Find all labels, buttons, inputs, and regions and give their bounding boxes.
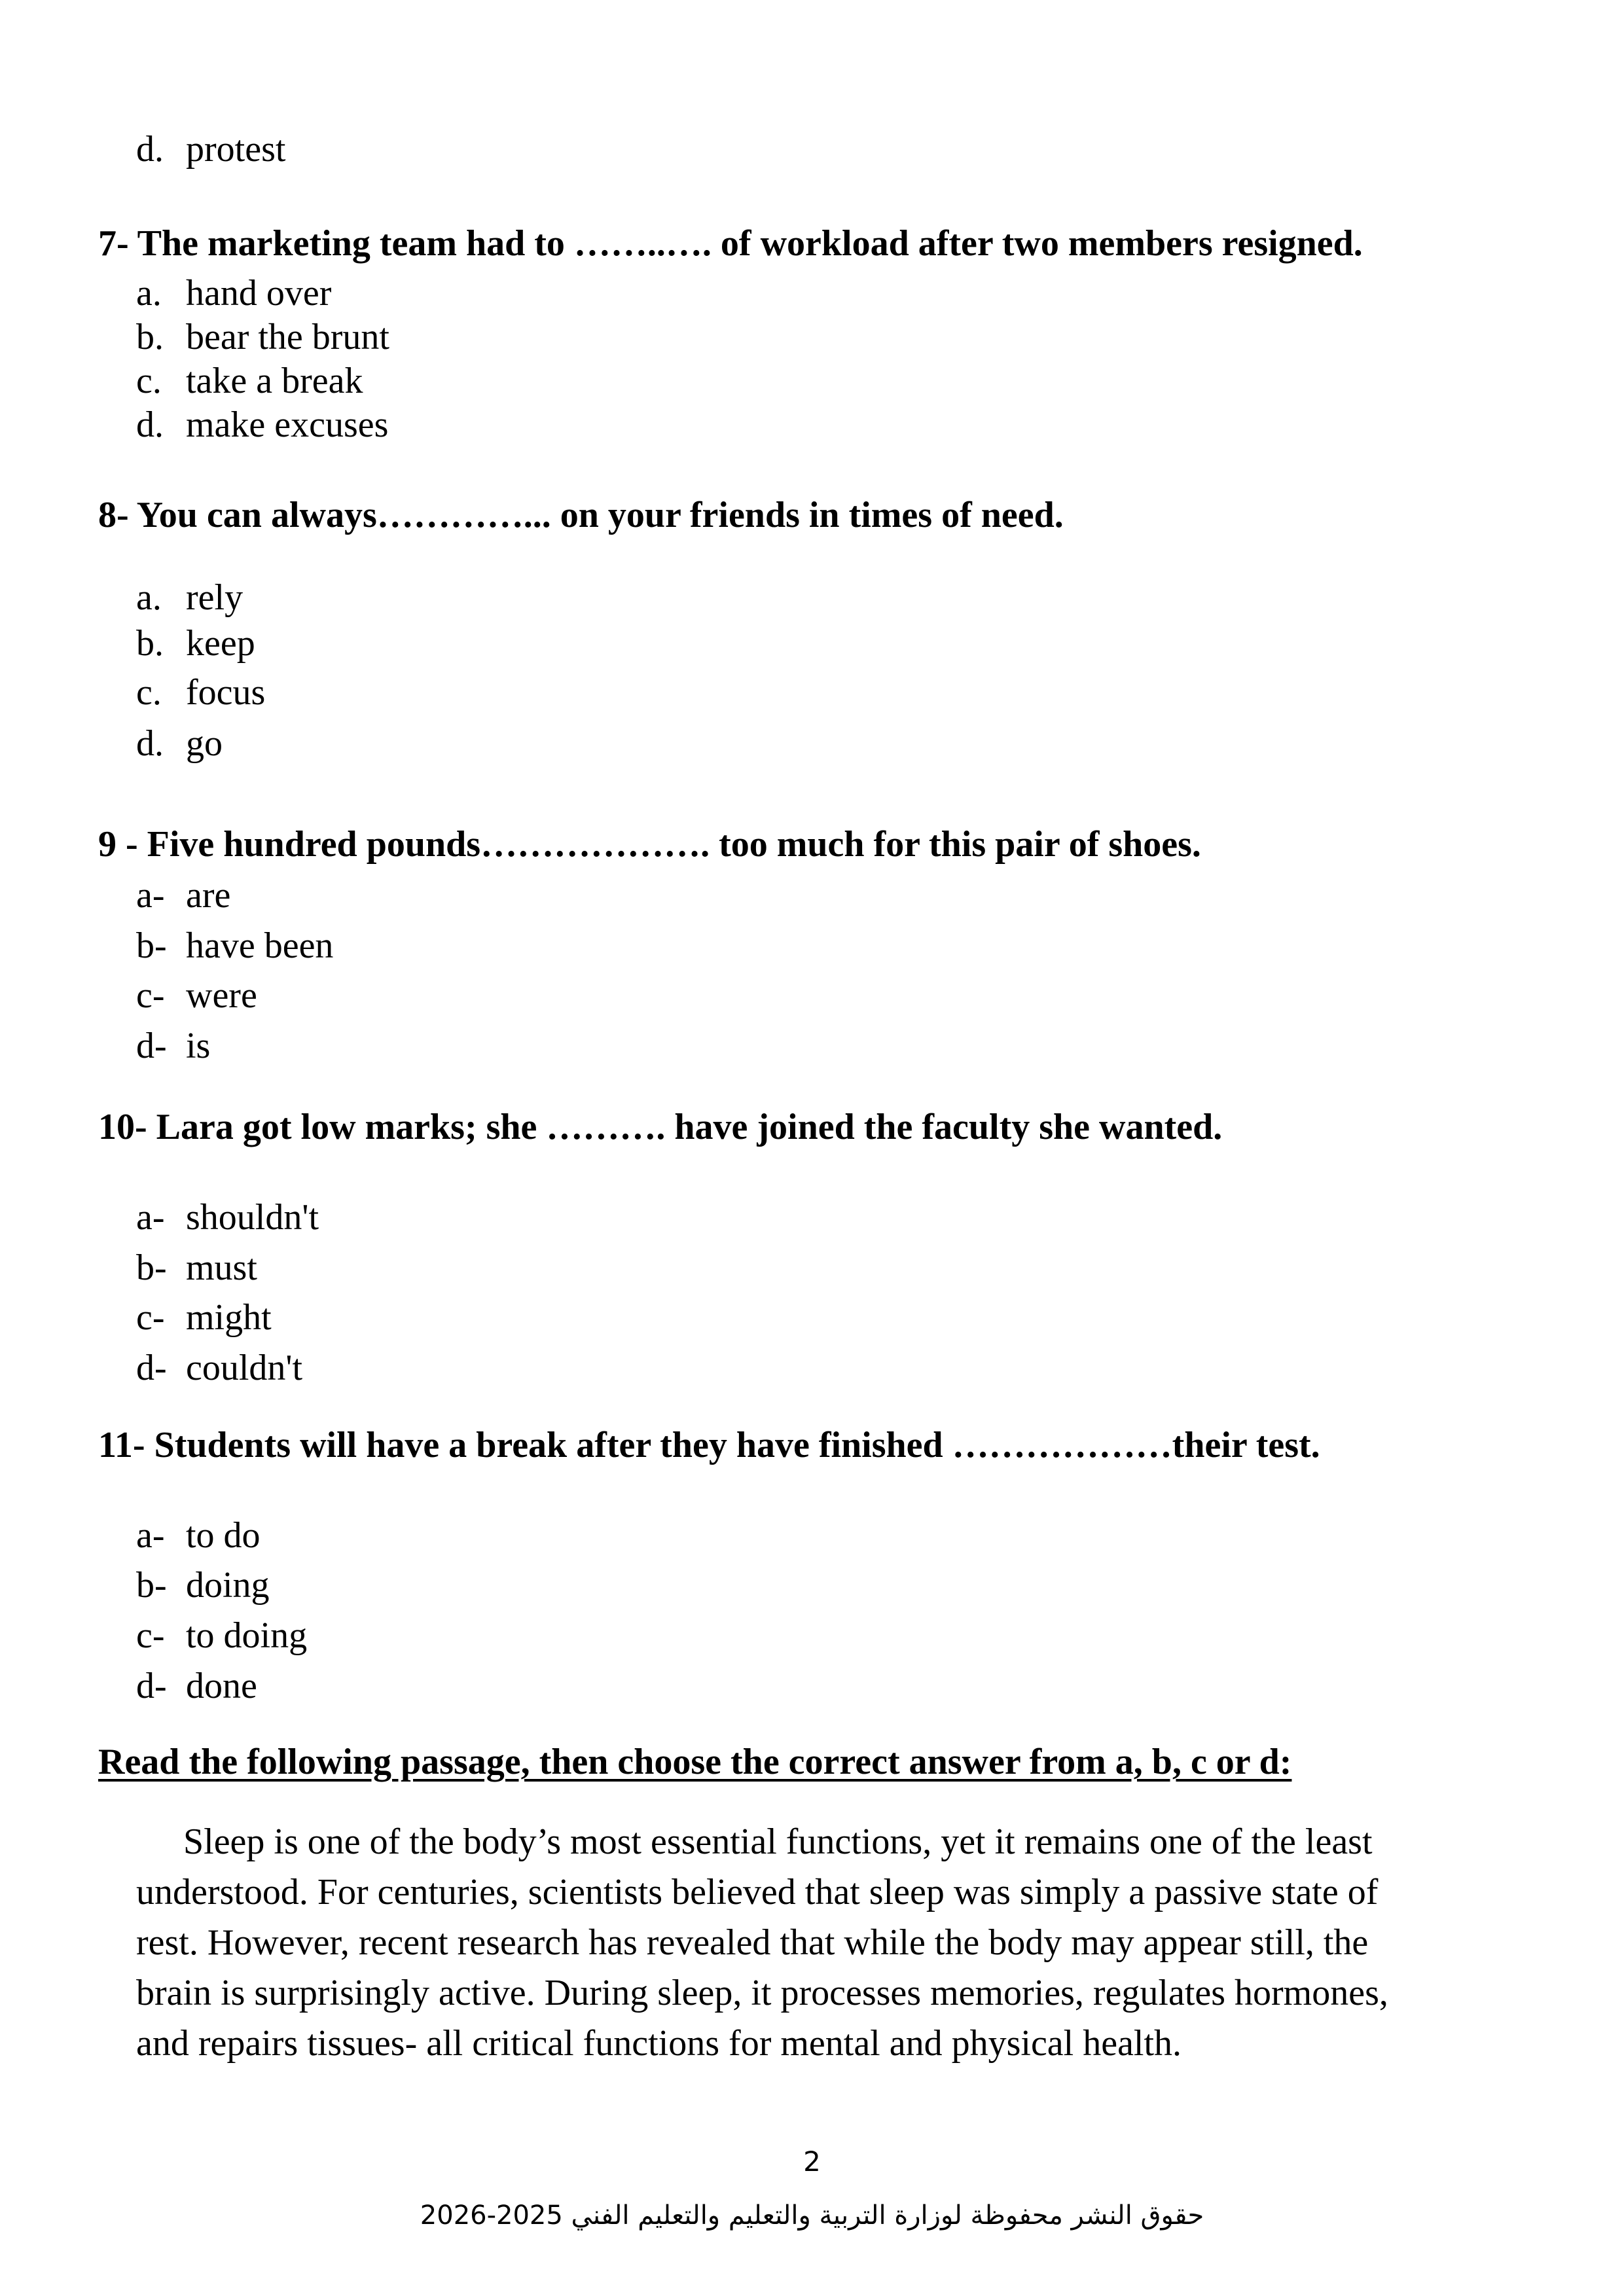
option-text: keep <box>186 623 255 664</box>
option-letter: d. <box>136 723 164 764</box>
option-text: go <box>186 723 223 764</box>
option-text: is <box>186 1026 211 1066</box>
option-letter: d- <box>136 1026 167 1066</box>
question-9-option-c <box>136 977 257 1014</box>
option-text: done <box>186 1666 257 1706</box>
question-8: 8- You can always…………... on your friends in times of need. <box>98 495 1064 535</box>
option-letter: c- <box>136 975 165 1016</box>
question-9: 9 - Five hundred pounds………………. too much for this pair of shoes. <box>98 824 1201 865</box>
question-11-option-b <box>136 1567 270 1604</box>
question-7-option-c <box>136 363 363 399</box>
question-8-option-c <box>136 674 265 711</box>
question-10-option-a <box>136 1199 319 1236</box>
option-text: to do <box>186 1515 261 1556</box>
option-letter: c. <box>136 361 162 401</box>
question-10-option-c <box>136 1299 272 1336</box>
question-7-option-a <box>136 275 331 312</box>
question-7-option-b <box>136 319 389 355</box>
option-text: make excuses <box>186 404 389 445</box>
reading-passage <box>136 1817 1504 2069</box>
question-10-option-b <box>136 1249 257 1286</box>
question-8-option-d <box>136 725 223 762</box>
option-letter: b. <box>136 317 164 357</box>
option-text: shouldn't <box>186 1197 319 1238</box>
option-letter: d- <box>136 1666 167 1706</box>
option-text: hand over <box>186 273 332 314</box>
option-text: might <box>186 1297 272 1338</box>
option-text: were <box>186 975 257 1016</box>
option-letter: a- <box>136 1515 165 1556</box>
option-text: are <box>186 875 231 916</box>
question-10-option-d <box>136 1350 302 1386</box>
option-text: take a break <box>186 361 363 401</box>
option-text: must <box>186 1247 257 1288</box>
question-7-option-d <box>136 406 388 443</box>
option-letter: c- <box>136 1615 165 1656</box>
option-letter: d. <box>136 404 164 445</box>
option-letter: c- <box>136 1297 165 1338</box>
option-prev-d <box>136 131 285 168</box>
passage-line: Sleep is one of the body’s most essential functions, yet it remains one of the least <box>183 1821 1373 1862</box>
option-letter: a. <box>136 577 162 618</box>
option-letter: c. <box>136 672 162 713</box>
passage-line: and repairs tissues- all critical functions for mental and physical health. <box>136 2023 1182 2064</box>
option-letter: d- <box>136 1348 167 1388</box>
option-text: bear the brunt <box>186 317 389 357</box>
question-11-option-c <box>136 1617 307 1654</box>
question-11-option-a <box>136 1517 261 1554</box>
reading-heading: Read the following passage, then choose the correct answer from a, b, c or d: <box>98 1742 1292 1782</box>
option-letter: b- <box>136 1247 167 1288</box>
option-text: doing <box>186 1565 270 1605</box>
option-letter: b. <box>136 623 164 664</box>
question-9-option-a <box>136 877 230 914</box>
passage-line: rest. However, recent research has revealed that while the body may appear still, the <box>136 1922 1369 1963</box>
option-letter: b- <box>136 1565 167 1605</box>
question-8-option-a <box>136 579 243 616</box>
question-10: 10- Lara got low marks; she ………. have joined the faculty she wanted. <box>98 1107 1223 1147</box>
option-letter: b- <box>136 925 167 966</box>
option-text: have been <box>186 925 334 966</box>
question-9-option-d <box>136 1028 210 1064</box>
option-text: to doing <box>186 1615 308 1656</box>
copyright-footer: حقوق النشر محفوظة لوزارة التربية والتعليم والتعليم الفني 2025-2026 <box>420 2200 1204 2231</box>
question-9-option-b <box>136 927 333 964</box>
passage-line: understood. For centuries, scientists believed that sleep was simply a passive state of <box>136 1872 1379 1912</box>
option-text: protest <box>186 129 286 170</box>
option-letter: a- <box>136 875 165 916</box>
question-8-option-b <box>136 625 255 662</box>
question-11: 11- Students will have a break after they have finished ………………their test. <box>98 1425 1320 1465</box>
option-letter: a- <box>136 1197 165 1238</box>
passage-line: brain is surprisingly active. During sleep, it processes memories, regulates hormones, <box>136 1973 1388 2013</box>
option-text: rely <box>186 577 244 618</box>
option-letter: a. <box>136 273 162 314</box>
page-number: 2 <box>803 2145 821 2178</box>
option-text: focus <box>186 672 266 713</box>
question-7: 7- The marketing team had to ……..…. of workload after two members resigned. <box>98 223 1363 264</box>
option-text: couldn't <box>186 1348 303 1388</box>
question-11-option-d <box>136 1668 257 1704</box>
option-letter: d. <box>136 129 164 170</box>
